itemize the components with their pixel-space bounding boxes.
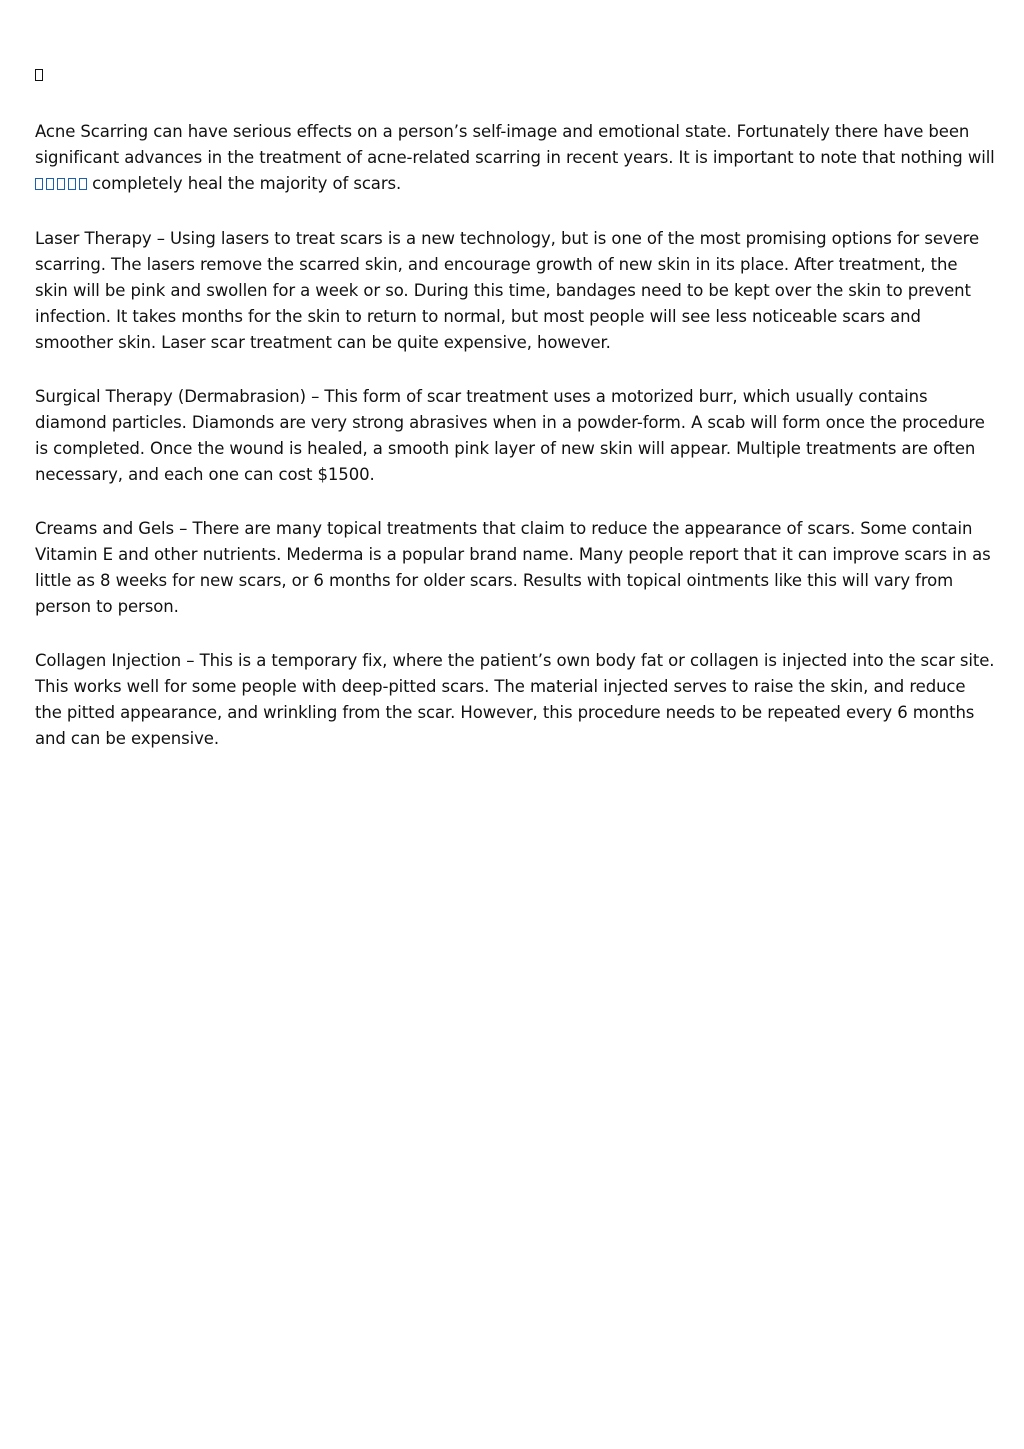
creams-gels-paragraph: Creams and Gels – There are many topical treatments that claim to reduce the appearance of scars. Some contain Vitamin E and other nutrients. Mederma is a popular brand name. Many people report that it can improve scars in as little as 8 weeks for new scars, or 6 months for older scars. Results with topical ointments like this will vary from person to person. xyxy=(35,519,991,616)
intro-text-before-link: Acne Scarring can have serious effects on a person’s self-image and emotional state. Fortunately there have been significant advances in the treatment of acne-related scarring in recent years. It is important to note that nothing will xyxy=(35,122,995,167)
laser-therapy-paragraph: Laser Therapy – Using lasers to treat scars is a new technology, but is one of the most promising options for severe scarring. The lasers remove the scarred skin, and encourage growth of new skin in its place. After treatment, the skin will be pink and swollen for a week or so. During this time, bandages need to be kept over the skin to prevent infection. It takes months for the skin to return to normal, but most people will see less noticeable scars and smoother skin. Laser scar treatment can be quite expensive, however. xyxy=(35,229,980,352)
surgical-therapy-paragraph: Surgical Therapy (Dermabrasion) – This form of scar treatment uses a motorized burr, which usually contains diamond particles. Diamonds are very strong abrasives when in a powder-form. A scab will form once the procedure is completed. Once the wound is healed, a smooth pink layer of new skin will appear. Multiple treatments are often necessary, and each one can cost $1500. xyxy=(35,387,985,484)
missing-glyph-icon xyxy=(35,69,43,81)
intro-paragraph xyxy=(35,119,995,198)
inline-link[interactable] xyxy=(35,174,87,193)
collagen-injection-paragraph: Collagen Injection – This is a temporary fix, where the patient’s own body fat or collagen is injected into the scar site. This works well for some people with deep-pitted scars. The material injected serves to raise the skin, and reduce the pitted appearance, and wrinkling from the scar. However, this procedure needs to be repeated every 6 months and can be expensive. xyxy=(35,651,995,748)
link-missing-glyphs-icon xyxy=(35,172,87,198)
intro-text-after-link: completely heal the majority of scars. xyxy=(87,174,402,193)
